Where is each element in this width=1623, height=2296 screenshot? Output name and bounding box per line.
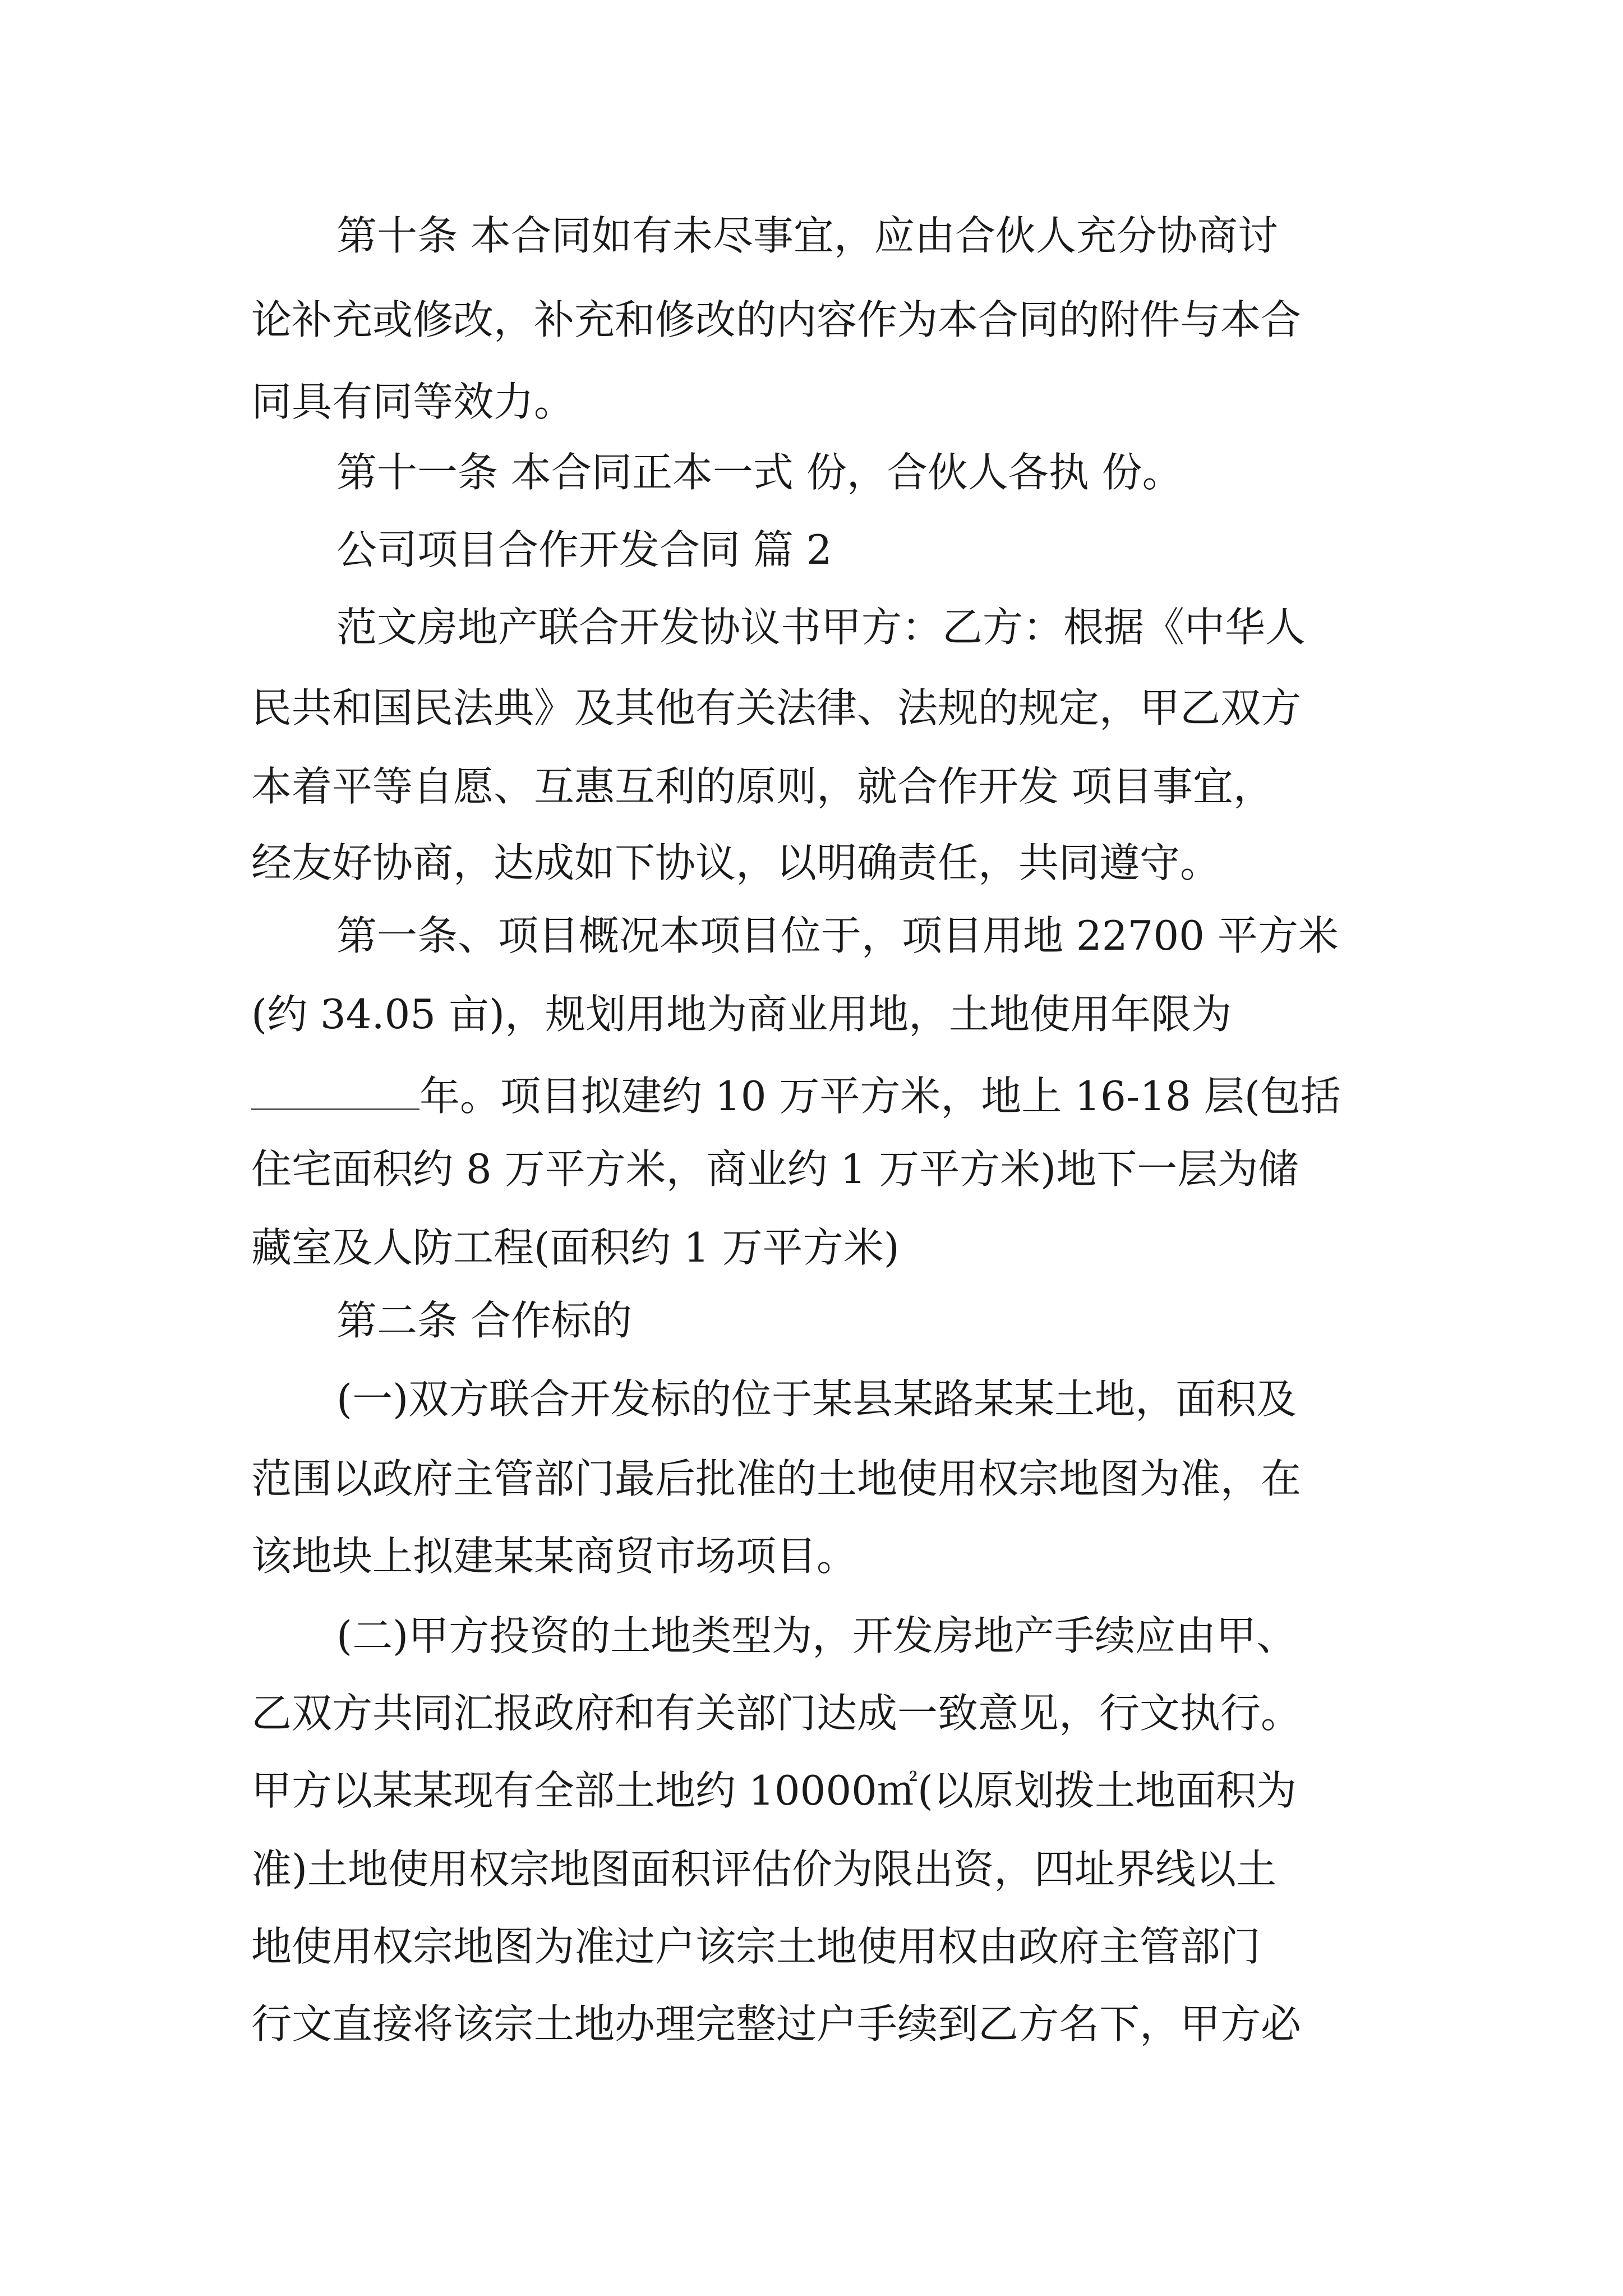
text-line: 第二条 合作标的 bbox=[336, 1297, 632, 1344]
text-line: 藏室及人防工程(面积约 1 万平方米) bbox=[251, 1224, 900, 1271]
text-line: (一)双方联合开发标的位于某县某路某某土地，面积及 bbox=[336, 1375, 1297, 1423]
text-line: 甲方以某某现有全部土地约 10000㎡(以原划拨土地面积为 bbox=[251, 1767, 1297, 1814]
text-line: 第一条、项目概况本项目位于，项目用地 22700 平方米 bbox=[336, 912, 1339, 959]
text-line: 该地块上拟建某某商贸市场项目。 bbox=[251, 1533, 857, 1580]
text-line: 地使用权宗地图为准过户该宗土地使用权由政府主管部门 bbox=[251, 1923, 1261, 1970]
text-line: 行文直接将该宗土地办理完整过户手续到乙方名下，甲方必 bbox=[251, 2000, 1302, 2047]
fill-in-blank bbox=[251, 1073, 419, 1110]
text-line: (二)甲方投资的土地类型为，开发房地产手续应由甲、 bbox=[336, 1612, 1297, 1659]
text-line: 乙双方共同汇报政府和有关部门达成一致意见，行文执行。 bbox=[251, 1690, 1302, 1737]
text-line: 第十一条 本合同正本一式 份，合伙人各执 份。 bbox=[336, 449, 1183, 496]
text-line: 范文房地产联合开发协议书甲方：乙方：根据《中华人 bbox=[336, 604, 1306, 651]
text-line: 准)土地使用权宗地图面积评估价为限出资，四址界线以土 bbox=[251, 1846, 1277, 1893]
text-line bbox=[251, 1073, 1341, 1120]
text-line: 第十条 本合同如有未尽事宜，应由合伙人充分协商讨 bbox=[336, 212, 1278, 259]
text-line: 论补充或修改，补充和修改的内容作为本合同的附件与本合 bbox=[251, 296, 1302, 343]
text-line: (约 34.05 亩)，规划用地为商业用地，土地使用年限为 bbox=[251, 991, 1232, 1038]
section-heading: 公司项目合作开发合同 篇 2 bbox=[336, 526, 832, 573]
text-line: 住宅面积约 8 万平方米，商业约 1 万平方米)地下一层为储 bbox=[251, 1145, 1299, 1193]
text-line: 民共和国民法典》及其他有关法律、法规的规定，甲乙双方 bbox=[251, 684, 1302, 731]
text-line: 经友好协商，达成如下协议，以明确责任，共同遵守。 bbox=[251, 839, 1221, 886]
text-line: 本着平等自愿、互惠互利的原则，就合作开发 项目事宜， bbox=[251, 763, 1274, 810]
text-line: 同具有同等效力。 bbox=[251, 378, 575, 425]
text-line: 范围以政府主管部门最后批准的土地使用权宗地图为准，在 bbox=[251, 1455, 1302, 1502]
text-line-rest: 年。项目拟建约 10 万平方米，地上 16-18 层(包括 bbox=[419, 1073, 1341, 1120]
